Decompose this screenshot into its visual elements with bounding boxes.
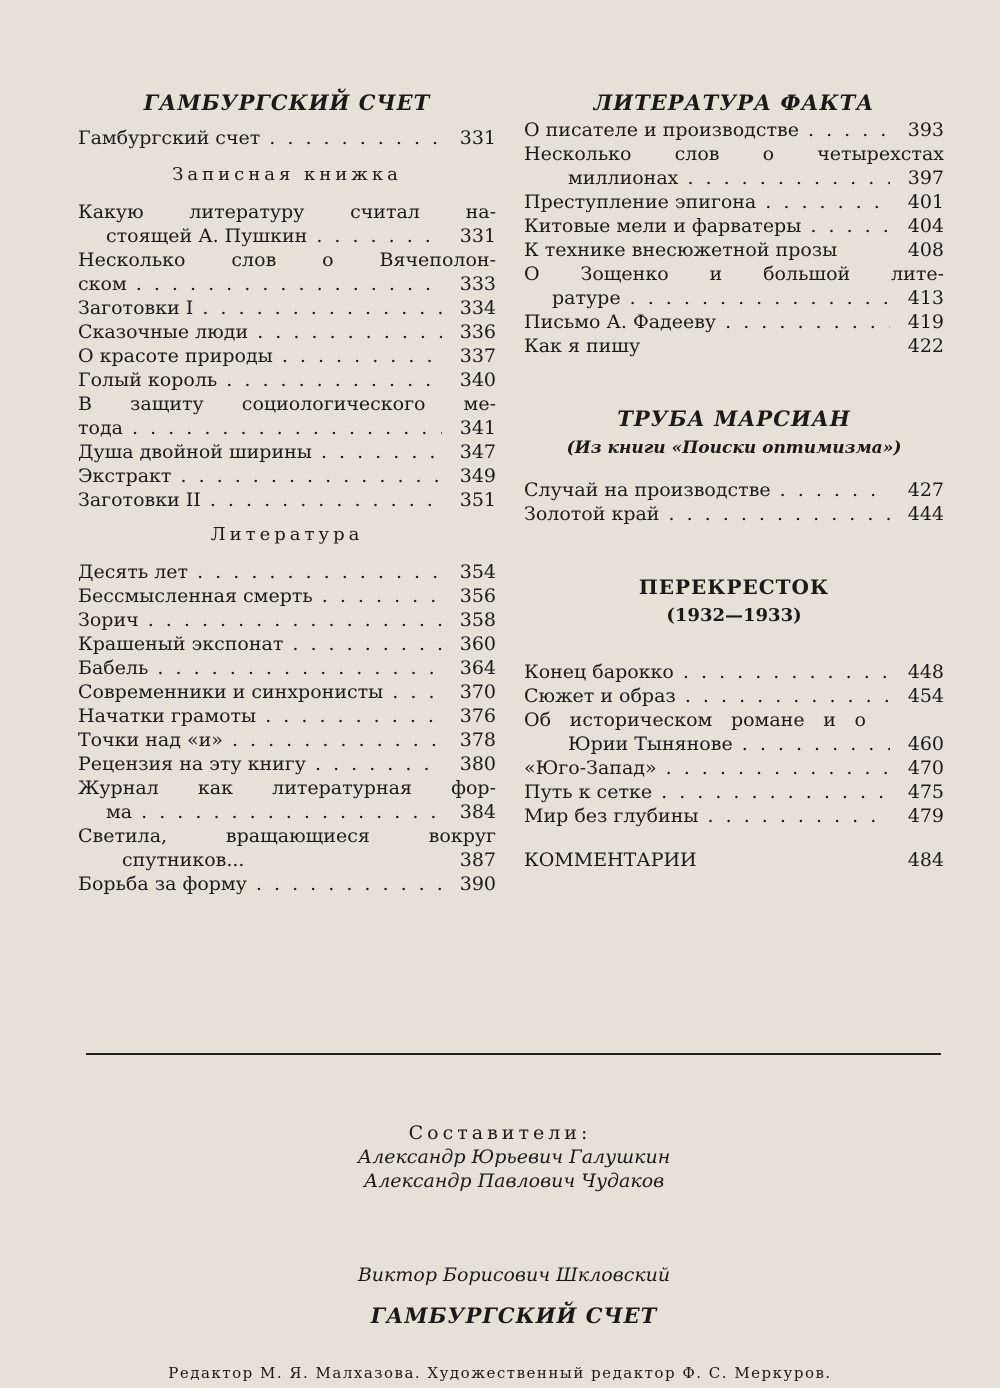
toc-entry-title: Сюжет и образ . . . — [524, 684, 890, 708]
toc-entry-page: 364 — [459, 657, 496, 679]
toc-entry — [78, 488, 496, 512]
toc-entry — [78, 800, 496, 824]
toc-entry-title: Заготовки II . . . — [78, 488, 442, 512]
toc-entry-title: Зорич . . . — [78, 608, 442, 632]
toc-entry — [524, 118, 944, 142]
toc-entry — [78, 440, 496, 464]
toc-entry-title: Случай на производстве . . . — [524, 478, 890, 502]
section-title-hamburg: ГАМБУРГСКИЙ СЧЕТ — [143, 90, 431, 115]
toc-entry-page: 360 — [459, 633, 496, 655]
toc-entry-page: 351 — [459, 489, 496, 511]
toc-left-column — [78, 88, 496, 896]
toc-entry-title: Рецензия на эту книгу . . . — [78, 752, 442, 776]
toc-entry-page: 397 — [907, 167, 944, 189]
toc-entry-page: 387 — [459, 849, 496, 871]
toc-entry — [78, 632, 496, 656]
compiler-name: Александр Юрьевич Галушкин — [357, 1146, 671, 1168]
toc-entry-line: Несколько слов о четырехстах — [524, 143, 944, 165]
toc-entry-page: 479 — [907, 805, 944, 827]
toc-entry-line: В защиту социологического ме- — [78, 393, 496, 415]
toc-entry — [78, 368, 496, 392]
toc-entry — [524, 502, 944, 526]
toc-entry-title: тода . . . — [78, 416, 442, 440]
section-subtitle-martians: (Из книги «Поиски оптимизма») — [566, 438, 902, 458]
toc-entry — [78, 848, 496, 872]
toc-entry-title: стоящей А. Пушкин . . . — [78, 224, 442, 248]
toc-entry — [78, 704, 496, 728]
toc-entry — [78, 272, 496, 296]
toc-entry-title: Конец барокко . . . — [524, 660, 890, 684]
toc-entry-title: Современники и синхронисты . . . — [78, 680, 442, 704]
toc-entry-page: 475 — [907, 781, 944, 803]
toc-entry-line: О Зощенко и большой лите- — [524, 263, 944, 285]
toc-entry-title: Как я пишу — [524, 335, 641, 357]
toc-entry — [524, 334, 944, 358]
toc-entry-title: О красоте природы . . . — [78, 344, 442, 368]
toc-entry — [524, 238, 944, 262]
toc-entry — [78, 728, 496, 752]
toc-entry — [78, 560, 496, 584]
toc-entry-page: 354 — [459, 561, 496, 583]
toc-entry-title: ском . . . — [78, 272, 442, 296]
toc-entry-page: 370 — [459, 681, 496, 703]
toc-entry — [78, 680, 496, 704]
toc-entry-title: Начатки грамоты . . . — [78, 704, 442, 728]
toc-entry — [78, 608, 496, 632]
toc-entry-page: 356 — [459, 585, 496, 607]
toc-entry-page: 333 — [459, 273, 496, 295]
toc-entry-page: 419 — [907, 311, 944, 333]
subsection-notebook: Записная книжка — [172, 164, 402, 185]
section-years-crossroad: (1932—1933) — [666, 605, 802, 626]
toc-entry — [524, 478, 944, 502]
section-title-crossroad: ПЕРЕКРЕСТОК — [638, 575, 830, 599]
toc-entry-page: 358 — [459, 609, 496, 631]
toc-entry-page: 401 — [907, 191, 944, 213]
editors-line: Редактор М. Я. Малхазова. Художественный редактор Ф. С. Меркуров. — [168, 1364, 832, 1382]
toc-entry-line: Несколько слов о Вячеполон- — [78, 249, 496, 271]
toc-entry-comments — [524, 848, 944, 872]
toc-entry-page: 334 — [459, 297, 496, 319]
toc-entry-title: О писателе и производстве . . . — [524, 118, 890, 142]
toc-entry — [524, 660, 944, 684]
toc-entry-title: спутников... — [122, 849, 245, 871]
toc-entry-page: 427 — [907, 479, 944, 501]
toc-entry-page: 448 — [907, 661, 944, 683]
toc-entry-title: «Юго-Запад» . . . — [524, 756, 890, 780]
toc-entry-title: ма . . . — [78, 800, 442, 824]
toc-entry-page: 331 — [459, 127, 496, 149]
toc-entry-page: 331 — [459, 225, 496, 247]
toc-entry-page: 337 — [459, 345, 496, 367]
toc-entry-page: 422 — [907, 335, 944, 357]
compiler-name: Александр Павлович Чудаков — [363, 1170, 665, 1192]
toc-entry — [524, 732, 944, 756]
toc-entry — [78, 656, 496, 680]
toc-entry-page: 347 — [459, 441, 496, 463]
toc-entry — [78, 752, 496, 776]
toc-entry — [78, 126, 496, 150]
toc-entry-line: Светила, вращающиеся вокруг — [78, 825, 496, 847]
toc-entry-page: 393 — [907, 119, 944, 141]
toc-entry-title: Путь к сетке . . . — [524, 780, 890, 804]
toc-entry-page: 408 — [907, 239, 944, 261]
toc-entry-page: 470 — [907, 757, 944, 779]
toc-entry — [524, 804, 944, 828]
toc-entry — [78, 344, 496, 368]
toc-entry — [78, 296, 496, 320]
toc-entry-page: 340 — [459, 369, 496, 391]
toc-entry-line: Об историческом романе и о — [524, 709, 866, 731]
toc-entry-title: Крашеный экспонат . . . — [78, 632, 442, 656]
toc-entry-title: Золотой край . . . — [524, 502, 890, 526]
toc-entry-page: 390 — [459, 873, 496, 895]
toc-entry — [78, 584, 496, 608]
toc-entry-title: Гамбургский счет . . . — [78, 126, 442, 150]
toc-entry — [524, 166, 944, 190]
toc-entry — [524, 780, 944, 804]
toc-entry-title: Точки над «и» . . . — [78, 728, 442, 752]
toc-entry — [524, 310, 944, 334]
toc-entry-page: 384 — [459, 801, 496, 823]
toc-entry-title: миллионах . . . — [524, 166, 890, 190]
toc-entry — [524, 190, 944, 214]
toc-entry-title: Борьба за форму . . . — [78, 872, 442, 896]
toc-entry-page: 484 — [907, 849, 944, 871]
toc-entry-title: Бабель . . . — [78, 656, 442, 680]
toc-entry — [524, 756, 944, 780]
toc-entry-title: К технике внесюжетной прозы — [524, 239, 838, 261]
compilers-heading: Составители: — [408, 1122, 592, 1144]
toc-entry — [524, 286, 944, 310]
toc-entry-title: Преступление эпигона . . . — [524, 190, 890, 214]
subsection-literature: Литература — [210, 524, 364, 545]
author-name: Виктор Борисович Шкловский — [357, 1264, 671, 1286]
toc-entry-title: КОММЕНТАРИИ — [524, 849, 697, 871]
book-title: ГАМБУРГСКИЙ СЧЕТ — [370, 1303, 658, 1328]
toc-entry-title: Десять лет . . . — [78, 560, 442, 584]
toc-entry-title: Экстракт . . . — [78, 464, 442, 488]
divider-rule — [86, 1053, 941, 1055]
toc-right-column — [524, 88, 944, 872]
toc-entry-page: 454 — [907, 685, 944, 707]
toc-entry — [78, 416, 496, 440]
toc-entry-title: ратуре . . . — [524, 286, 890, 310]
toc-entry-title: Письмо А. Фадееву . . . — [524, 310, 890, 334]
toc-entry-title: Сказочные люди . . . — [78, 320, 442, 344]
toc-entry-title: Голый король . . . — [78, 368, 442, 392]
section-title-fact: ЛИТЕРАТУРА ФАКТА — [593, 90, 875, 115]
toc-entry — [78, 464, 496, 488]
toc-entry — [524, 684, 944, 708]
toc-entry-title: Бессмысленная смерть . . . — [78, 584, 442, 608]
toc-entry-page: 404 — [907, 215, 944, 237]
toc-entry-title: Душа двойной ширины . . . — [78, 440, 442, 464]
toc-entry-page: 413 — [907, 287, 944, 309]
toc-entry-line: Журнал как литературная фор- — [78, 777, 496, 799]
toc-entry-page: 380 — [459, 753, 496, 775]
toc-entry-page: 378 — [459, 729, 496, 751]
toc-entry-title: Заготовки I . . . — [78, 296, 442, 320]
toc-entry-title: Китовые мели и фарватеры . . . — [524, 214, 890, 238]
toc-entry-page: 444 — [907, 503, 944, 525]
toc-entry — [524, 214, 944, 238]
toc-entry-page: 460 — [907, 733, 944, 755]
toc-entry-page: 341 — [459, 417, 496, 439]
toc-entry-page: 349 — [459, 465, 496, 487]
toc-entry-title: Юрии Тынянове . . . — [524, 732, 890, 756]
toc-entry-page: 336 — [459, 321, 496, 343]
toc-entry-line: Какую литературу считал на- — [78, 201, 496, 223]
toc-entry — [78, 872, 496, 896]
toc-entry — [78, 224, 496, 248]
section-title-martians: ТРУБА МАРСИАН — [617, 406, 851, 431]
toc-entry — [78, 320, 496, 344]
toc-entry-page: 376 — [459, 705, 496, 727]
toc-entry-title: Мир без глубины . . . — [524, 804, 890, 828]
